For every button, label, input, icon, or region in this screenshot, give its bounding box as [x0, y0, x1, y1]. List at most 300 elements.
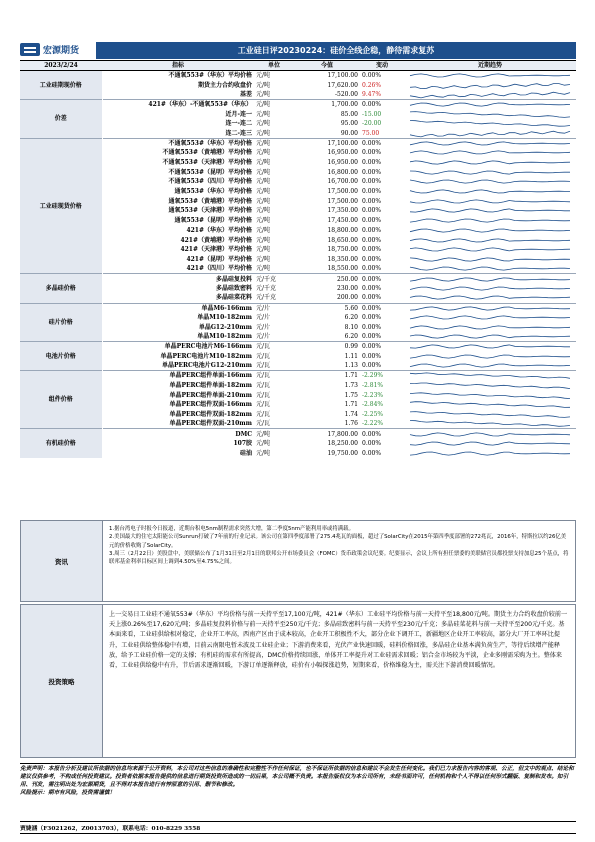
table-row [20, 255, 576, 265]
trend-cell [404, 177, 576, 187]
trend-line [410, 92, 570, 98]
trend-cell [404, 196, 576, 206]
table-row [20, 245, 576, 255]
indicator-cell: 多晶硅菜花料 [215, 294, 252, 302]
trend-sparkline [406, 400, 574, 409]
trend-line [410, 345, 570, 348]
value-cell: 6.20 [344, 333, 358, 341]
indicator-cell: 不通氧553#（天津港）平均价格 [162, 159, 252, 167]
unit-cell: 元/吨 [256, 236, 271, 244]
change-cell: 0.00% [362, 149, 382, 157]
table-row [20, 71, 576, 81]
trend-line [410, 171, 570, 174]
unit-cell: 元/千克 [256, 294, 277, 302]
unit-cell: 元/千克 [254, 274, 294, 284]
table-row [20, 390, 576, 400]
value-cell: 17,100.00 [294, 138, 360, 148]
table-row [20, 400, 576, 410]
trend-sparkline [406, 71, 574, 80]
unit-cell: 元/吨 [256, 129, 271, 137]
change-cell: 0.26% [362, 81, 382, 89]
change-cell: 0.00% [362, 265, 382, 273]
trend-cell [404, 216, 576, 226]
trend-cell [404, 274, 576, 284]
indicator-cell: 单晶G12-210mm [198, 323, 252, 331]
trend-cell [404, 226, 576, 236]
table-row [20, 129, 576, 139]
value-cell: 17,800.00 [294, 429, 360, 439]
indicator-cell: 连二-连三 [225, 129, 252, 137]
table-row [20, 226, 576, 236]
indicator-cell: 单晶PERC电池片M6-166mm [102, 342, 254, 352]
unit-cell: 元/瓦 [256, 391, 271, 399]
trend-sparkline [406, 264, 574, 273]
change-cell: 0.00% [362, 439, 382, 447]
trend-line [410, 74, 570, 77]
change-cell: 0.00% [360, 100, 404, 110]
unit-cell: 元/瓦 [256, 352, 271, 360]
trend-cell [404, 148, 576, 158]
trend-sparkline [406, 226, 574, 235]
value-cell: 90.00 [340, 129, 358, 137]
indicator-cell: 多晶硅致密料 [215, 284, 252, 292]
value-cell: 230.00 [337, 284, 358, 292]
indicator-cell: 单晶M10-182mm [197, 314, 252, 322]
value-cell: 1.11 [344, 352, 358, 360]
unit-cell: 元/吨 [256, 226, 271, 234]
unit-cell: 元/吨 [256, 265, 271, 273]
trend-sparkline [406, 410, 574, 419]
trend-sparkline [406, 119, 574, 128]
trend-line [410, 142, 570, 145]
indicator-cell: 期货主力合约收盘价 [197, 81, 252, 89]
change-cell: -2.23% [362, 391, 384, 399]
trend-sparkline [406, 100, 574, 109]
analyst-contact: 贾婕涵（F3021262，Z0013703），联系电话：010-8229 3558 [20, 821, 576, 834]
indicator-cell: 单晶PERC组件单面-182mm [169, 381, 252, 389]
indicator-cell: 不通氧553#（黄埔港）平均价格 [162, 149, 252, 157]
trend-sparkline [406, 187, 574, 196]
brand-logo-icon [20, 43, 40, 56]
change-cell: 0.00% [360, 274, 404, 284]
trend-sparkline [406, 313, 574, 322]
trend-sparkline [406, 129, 574, 138]
value-cell: 1.74 [344, 410, 358, 418]
change-cell: 0.00% [362, 352, 382, 360]
trend-line [410, 442, 570, 445]
indicator-cell: 不通氧553#（四川）平均价格 [168, 178, 252, 186]
value-cell: 85.00 [340, 110, 358, 118]
change-cell: 0.00% [360, 429, 404, 439]
trend-cell [404, 371, 576, 381]
indicator-cell: 单晶PERC组件单面-166mm [102, 371, 254, 381]
trend-sparkline [406, 197, 574, 206]
trend-cell [404, 381, 576, 391]
strategy-paragraph: 上一交易日工业硅不通氧553#（华东）平均价格与前一天持平至17,100元/吨，421#（华东）工业硅平均价格与前一天持平至18,800元/吨。期货主力合约收盘价较前一天上涨0.26%至17,620元/吨；多晶硅复投料价格与前一天持平至250元/千克；多晶硅致密料与前一天持平至230元/千克；多晶硅菜花料与前一天持平至200元/千克。基本面来看，工业硅供给相对稳定，企业开工率高，西南产区由于成本较高，企业开工积极性不大，部分企业下调开工，新疆地区企业开工率较高，部分大厂开工率环比提升，工业硅供给整体稳中有增，目前云南限电暂未波及工业硅企业；下游消费来看，光伏产业快速回暖，硅料价格回涨，多晶硅企业基本满负荷生产，等待后续增产能释放，给予工业硅价格一定的支撑；有机硅的需求有所提高，DMC价格持续回涨，单体开工率提升对工业硅需求回暖；铝合金市场较为平淡，企业多刚需采购为主。整体来看，工业硅供给稳中有升，节后需求逐渐回暖，下游订单逐渐释放，硅价有小幅探涨趋势，短期来看，价格维稳为主，需关注下游消费回暖情况。 [109, 611, 568, 670]
trend-cell [404, 313, 576, 323]
change-cell: 0.00% [362, 178, 382, 186]
trend-sparkline [406, 304, 574, 313]
value-cell: 18,250.00 [327, 439, 358, 447]
category-cell: 组件价格 [20, 371, 102, 429]
value-cell: 18,650.00 [327, 236, 358, 244]
indicator-cell: 421#（四川）平均价格 [186, 265, 252, 273]
trend-line [410, 287, 570, 290]
value-cell: 18,550.00 [327, 265, 358, 273]
trend-line [410, 306, 570, 309]
trend-line [410, 83, 570, 88]
indicator-cell: 单晶M10-182mm [197, 333, 252, 341]
value-cell: 19,750.00 [327, 449, 358, 457]
unit-cell: 元/吨 [256, 168, 271, 176]
trend-line [410, 421, 570, 427]
date-header: 2023/2/24 [20, 61, 102, 71]
unit-cell: 元/片 [256, 333, 271, 341]
unit-cell: 元/吨 [254, 100, 294, 110]
price-table [20, 60, 576, 458]
trend-sparkline [406, 371, 574, 380]
trend-cell [404, 429, 576, 439]
change-cell: 0.00% [362, 168, 382, 176]
table-row [20, 361, 576, 371]
trend-sparkline [406, 177, 574, 186]
change-cell: 0.00% [362, 449, 382, 457]
change-cell: 0.00% [362, 255, 382, 263]
indicator-cell: 不通氧553#（华东）平均价格 [102, 71, 254, 81]
unit-cell: 元/吨 [256, 110, 271, 118]
trend-line [410, 121, 570, 127]
trend-sparkline [406, 284, 574, 293]
unit-cell: 元/吨 [256, 120, 271, 128]
indicator-cell: 单晶PERC组件双面-182mm [169, 410, 252, 418]
trend-cell [404, 109, 576, 119]
trend-line [410, 200, 570, 203]
news-item: 2.美国最大的住宅太阳能公司Sunrun打破了7年前的行业记录。该公司在第四季度部署了275.4兆瓦的面板，超过了SolarCity在2015年第四季度部署的272兆瓦，2016年，特斯拉以约26亿美元的价格收购了SolarCity。 [109, 534, 567, 549]
news-item: 3.周三（2月22日）美股盘中，美联储公布了1月31日至2月1日的联邦公开市场委员会（FOMC）货币政策会议纪要。纪要显示，会议上所有担任票委的美联储官员都投票支持加息25个基点，将联邦基金利率目标区间上调到4.50%至4.75%之间。 [109, 550, 569, 566]
trend-cell [404, 264, 576, 274]
indicator-cell: 421#（华东）平均价格 [186, 226, 252, 234]
value-cell: 6.20 [344, 314, 358, 322]
trend-line [410, 131, 570, 137]
unit-cell: 元/吨 [256, 90, 271, 98]
indicator-cell: 连一-连二 [225, 120, 252, 128]
table-row [20, 100, 576, 110]
value-cell: 1.71 [294, 371, 360, 381]
indicator-cell: 单晶M6-166mm [102, 303, 254, 313]
trend-line [410, 238, 570, 241]
change-cell: 0.00% [360, 71, 404, 81]
unit-cell: 元/吨 [256, 159, 271, 167]
indicator-cell: 多晶硅复投料 [102, 274, 254, 284]
indicator-cell: 单晶PERC组件单面-210mm [169, 391, 252, 399]
table-row [20, 381, 576, 391]
change-cell: -2.22% [362, 420, 384, 428]
unit-cell: 元/千克 [256, 284, 277, 292]
table-row [20, 332, 576, 342]
trend-cell [404, 293, 576, 303]
trend-sparkline [406, 158, 574, 167]
table-row [20, 264, 576, 274]
trend-cell [404, 119, 576, 129]
table-row [20, 429, 576, 439]
trend-cell [404, 235, 576, 245]
trend-cell [404, 71, 576, 81]
value-cell: 16,950.00 [327, 159, 358, 167]
trend-cell [404, 410, 576, 420]
indicator-cell: 基差 [239, 90, 252, 98]
unit-cell: 元/瓦 [256, 420, 271, 428]
indicator-cell: 单晶PERC电池片M10-182mm [160, 352, 252, 360]
trend-cell [404, 361, 576, 371]
trend-sparkline [406, 342, 574, 351]
indicator-cell: 421#（黄埔港）平均价格 [180, 236, 252, 244]
table-row [20, 274, 576, 284]
trend-line [410, 161, 570, 164]
indicator-cell: 421#（昆明）平均价格 [186, 255, 252, 263]
unit-cell: 元/吨 [254, 429, 294, 439]
trend-line [410, 335, 570, 338]
change-cell: 0.00% [362, 217, 382, 225]
trend-line [410, 258, 570, 261]
change-cell: 0.00% [362, 188, 382, 196]
table-row [20, 167, 576, 177]
trend-sparkline [406, 168, 574, 177]
change-cell: -2.25% [362, 410, 384, 418]
unit-cell: 元/片 [254, 303, 294, 313]
indicator-cell: 通氧553#（黄埔港）平均价格 [168, 197, 252, 205]
unit-cell: 元/瓦 [256, 410, 271, 418]
trend-line [410, 267, 570, 270]
category-cell: 价差 [20, 100, 102, 139]
indicator-cell: 通氧553#（天津港）平均价格 [168, 207, 252, 215]
table-row [20, 293, 576, 303]
indicator-cell: 硅油 [239, 449, 252, 457]
change-cell: 0.00% [362, 236, 382, 244]
table-row [20, 342, 576, 352]
trend-sparkline [406, 236, 574, 245]
trend-cell [404, 206, 576, 216]
value-cell: 17,500.00 [327, 188, 358, 196]
trend-cell [404, 187, 576, 197]
trend-cell [404, 129, 576, 139]
trend-sparkline [406, 323, 574, 332]
news-text [109, 525, 569, 566]
trend-cell [404, 342, 576, 352]
strategy-text [109, 610, 569, 671]
column-header-change: 变动 [360, 61, 404, 71]
news-item: 1.据台湾电子时报今日报道，近期台积电5nm制程需求突然大增，第二季度5nm产能利用率或将满载。 [109, 526, 354, 532]
unit-cell: 元/吨 [256, 449, 271, 457]
indicator-cell: 通氧553#（华东）平均价格 [174, 188, 252, 196]
table-row [20, 187, 576, 197]
trend-cell [404, 390, 576, 400]
trend-line [410, 392, 570, 398]
category-cell: 工业硅现货价格 [20, 138, 102, 274]
table-row [20, 148, 576, 158]
value-cell: 1.73 [344, 381, 358, 389]
trend-line [410, 316, 570, 319]
value-cell: 17,350.00 [327, 207, 358, 215]
unit-cell: 元/吨 [256, 178, 271, 186]
trend-sparkline [406, 381, 574, 390]
trend-cell [404, 138, 576, 148]
trend-line [410, 402, 570, 408]
change-cell: 9.47% [362, 90, 382, 98]
trend-sparkline [406, 419, 574, 428]
unit-cell: 元/片 [256, 314, 271, 322]
change-cell: 0.00% [362, 323, 382, 331]
indicator-cell: 通氧553#（昆明）平均价格 [174, 217, 252, 225]
unit-cell: 元/吨 [256, 149, 271, 157]
trend-cell [404, 332, 576, 342]
table-header-row [20, 61, 576, 71]
change-cell: 0.00% [362, 226, 382, 234]
trend-cell [404, 322, 576, 332]
trend-sparkline [406, 430, 574, 439]
unit-cell: 元/吨 [256, 255, 271, 263]
unit-cell: 元/瓦 [254, 371, 294, 381]
category-cell: 硅片价格 [20, 303, 102, 342]
table-row [20, 303, 576, 313]
table-row [20, 351, 576, 361]
unit-cell: 元/吨 [256, 207, 271, 215]
trend-line [410, 209, 570, 212]
indicator-cell: 近月-连一 [225, 110, 252, 118]
indicator-cell: 107胶 [233, 439, 252, 447]
category-cell: 电池片价格 [20, 342, 102, 371]
trend-line [410, 248, 570, 251]
unit-cell: 元/瓦 [256, 401, 271, 409]
column-header-trend: 近期趋势 [404, 61, 576, 71]
trend-cell [404, 245, 576, 255]
value-cell: 16,800.00 [327, 168, 358, 176]
unit-cell: 元/瓦 [256, 381, 271, 389]
change-cell: 0.00% [362, 284, 382, 292]
unit-cell: 元/吨 [256, 197, 271, 205]
trend-line [410, 219, 570, 222]
change-cell: 0.00% [360, 138, 404, 148]
change-cell: 0.00% [362, 246, 382, 254]
column-header-indicator: 指标 [102, 61, 254, 71]
table-row [20, 109, 576, 119]
trend-cell [404, 284, 576, 294]
unit-cell: 元/瓦 [256, 362, 271, 370]
table-row [20, 216, 576, 226]
table-row [20, 284, 576, 294]
news-section [20, 520, 576, 602]
trend-cell [404, 419, 576, 429]
trend-sparkline [406, 332, 574, 341]
table-row [20, 235, 576, 245]
change-cell: -2.29% [360, 371, 404, 381]
change-cell: 0.00% [360, 342, 404, 352]
unit-cell: 元/吨 [256, 439, 271, 447]
trend-cell [404, 439, 576, 449]
trend-sparkline [406, 110, 574, 119]
trend-line [410, 373, 570, 378]
change-cell: -20.00 [362, 120, 382, 128]
value-cell: 18,750.00 [327, 246, 358, 254]
table-row [20, 119, 576, 129]
trend-sparkline [406, 352, 574, 361]
value-cell: 5.60 [294, 303, 360, 313]
unit-cell: 元/吨 [256, 246, 271, 254]
change-cell: 0.00% [362, 314, 382, 322]
trend-cell [404, 80, 576, 90]
trend-sparkline [406, 255, 574, 264]
trend-line [410, 111, 570, 117]
value-cell: 17,620.00 [327, 81, 358, 89]
value-cell: 200.00 [337, 294, 358, 302]
value-cell: 8.10 [344, 323, 358, 331]
unit-cell: 元/片 [256, 323, 271, 331]
value-cell: -520.00 [334, 90, 358, 98]
trend-line [410, 355, 570, 358]
indicator-cell: 421#（天津港）平均价格 [180, 246, 252, 254]
trend-cell [404, 100, 576, 110]
trend-cell [404, 90, 576, 100]
trend-sparkline [406, 391, 574, 400]
trend-cell [404, 448, 576, 458]
table-row [20, 371, 576, 381]
table-row [20, 313, 576, 323]
trend-sparkline [406, 361, 574, 370]
table-row [20, 439, 576, 449]
trend-sparkline [406, 90, 574, 99]
indicator-cell: 单晶PERC组件双面-166mm [169, 401, 252, 409]
trend-line [410, 151, 570, 154]
category-cell: 多晶硅价格 [20, 274, 102, 303]
trend-line [410, 103, 570, 106]
indicator-cell: 421#（华东）-不通氧553#（华东） [102, 100, 254, 110]
trend-line [410, 229, 570, 232]
indicator-cell: 不通氧553#（华东）平均价格 [102, 138, 254, 148]
trend-sparkline [406, 148, 574, 157]
change-cell: 0.00% [362, 333, 382, 341]
trend-sparkline [406, 139, 574, 148]
table-body [20, 71, 576, 459]
table-row [20, 419, 576, 429]
table-row [20, 410, 576, 420]
value-cell: 17,500.00 [327, 197, 358, 205]
brand-name: 宏源期货 [43, 46, 80, 56]
table-row [20, 196, 576, 206]
trend-line [410, 296, 570, 299]
strategy-label: 投资策略 [21, 605, 103, 757]
indicator-cell: 不通氧553#（昆明）平均价格 [168, 168, 252, 176]
trend-sparkline [406, 275, 574, 284]
brand-logo [20, 42, 90, 57]
value-cell: 17,450.00 [327, 217, 358, 225]
unit-cell: 元/吨 [254, 71, 294, 81]
indicator-cell: 单晶PERC组件双面-210mm [169, 420, 252, 428]
table-row [20, 177, 576, 187]
table-row [20, 138, 576, 148]
trend-sparkline [406, 81, 574, 90]
value-cell: 1.75 [344, 391, 358, 399]
value-cell: 1.13 [344, 362, 358, 370]
trend-line [410, 432, 570, 435]
trend-line [410, 277, 570, 280]
trend-cell [404, 255, 576, 265]
change-cell: -2.84% [362, 401, 384, 409]
value-cell: 250.00 [294, 274, 360, 284]
change-cell: 0.00% [360, 303, 404, 313]
value-cell: 16,950.00 [327, 149, 358, 157]
unit-cell: 元/吨 [256, 188, 271, 196]
value-cell: 17,100.00 [294, 71, 360, 81]
trend-line [410, 383, 570, 389]
